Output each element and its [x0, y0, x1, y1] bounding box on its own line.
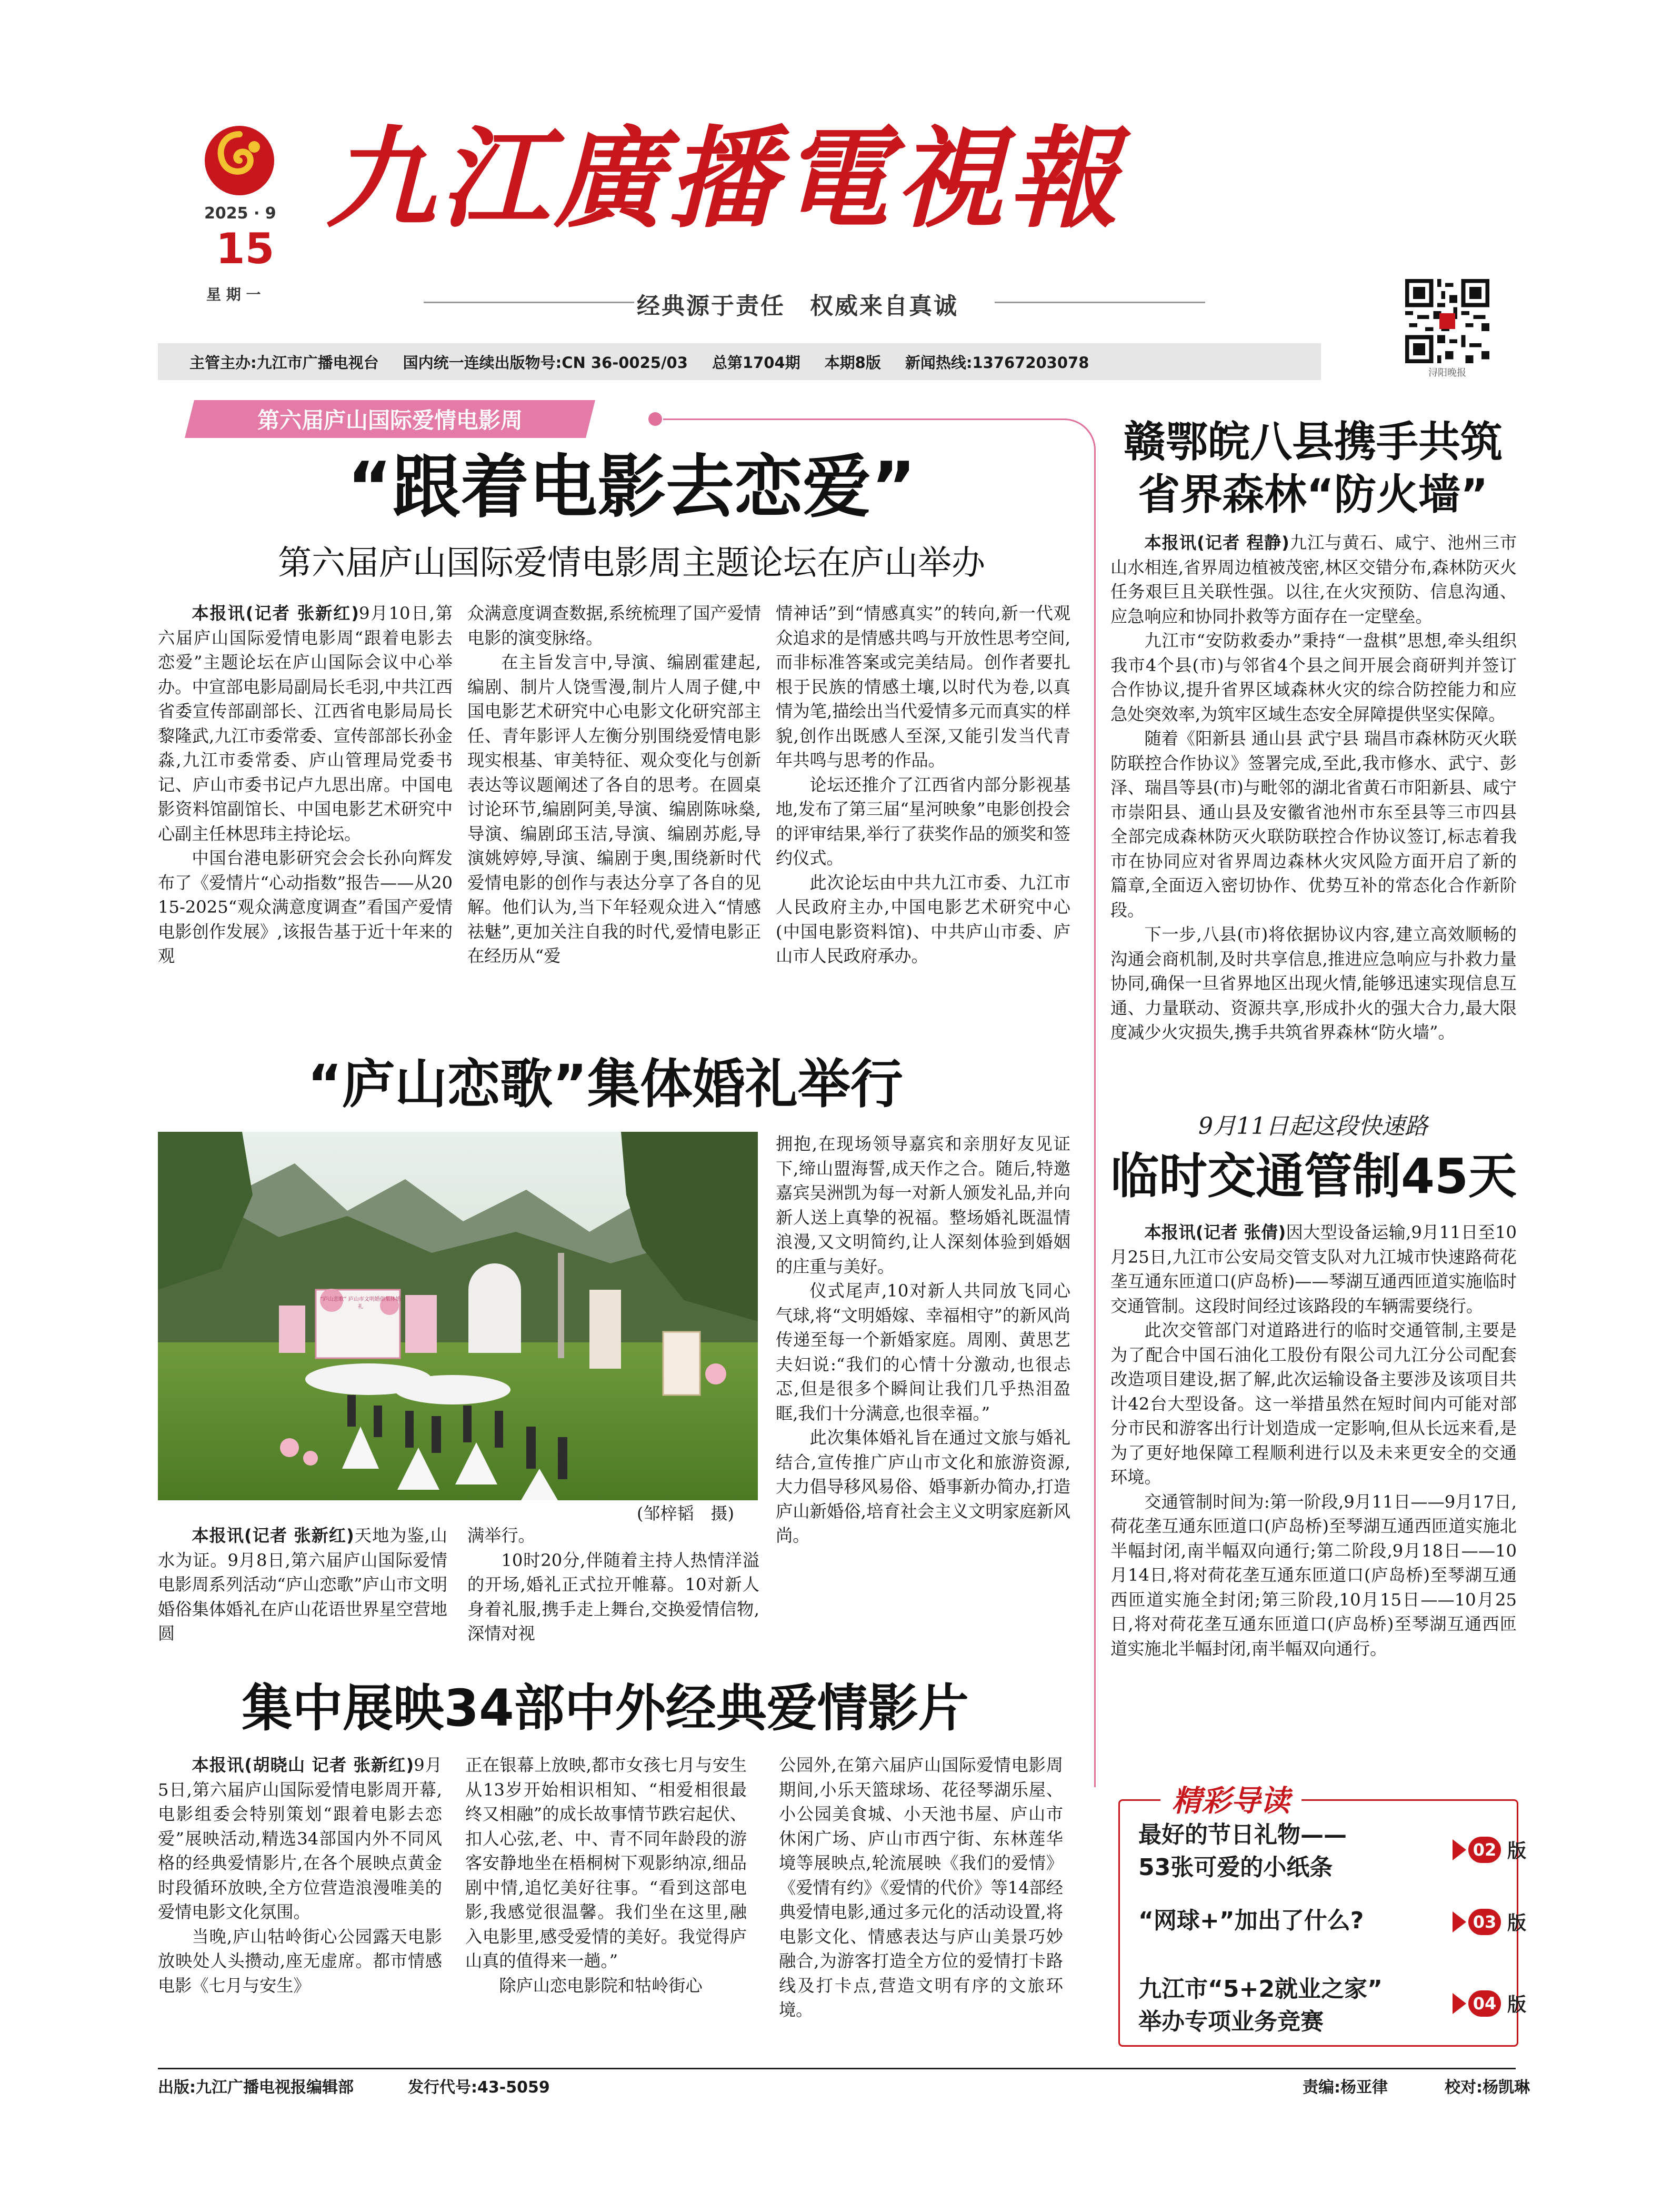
guide-item-1[interactable] [1138, 1819, 1507, 1884]
traffic-p0: 因大型设备运输,9月11日至10月25日,九江市公安局交管支队对九江城市快速路荷花垄互通东匝道口(庐岛桥)——琴湖互通西匝道实施临时交通管制。这段时间经过该路段的车辆需要绕行。 [1110, 1222, 1517, 1316]
info-pages: 本期8版 [824, 353, 881, 372]
classic-films-byline: 本报讯(胡晓山 记者 张新红) [192, 1755, 414, 1775]
forest-headline-2: 省界森林“防火墙” [1138, 470, 1488, 519]
classic-films-col1-p0: 9月5日,第六届庐山国际爱情电影周开幕,电影组委会特别策划“跟着电影去恋爱”展映活动,精选34部国内外不同风格的经典爱情影片,在各个展映点黄金时段循环放映,全方位营造浪漫唯美的爱情电影文化氛围。 [158, 1755, 442, 1922]
issue-year-month: 2025 · 9 [204, 204, 276, 223]
wedding-photo-credit: (邹梓韬 摄) [637, 1503, 734, 1523]
wedding-col3-p0: 拥抱,在现场领导嘉宾和亲朋好友见证下,缔山盟海誓,成天作之合。随后,特邀嘉宾吴洲凯为每一对新人颁发礼品,并向新人送上真挚的祝福。整场婚礼既温情浪漫,又文明简约,让人深刻体验到婚姻的庄重与美好。 [776, 1134, 1070, 1277]
wedding-col3-p1: 仪式尾声,10对新人共同放飞同心气球,将“文明婚嫁、幸福相守”的新风尚传递至每一个新婚家庭。周刚、黄思艺夫妇说:“我们的心情十分激动,也很忐忑,但是很多个瞬间让我们几乎热泪盈眶,我们十分满意,也很幸福。” [776, 1281, 1070, 1423]
guide-item-3[interactable] [1138, 1973, 1507, 2038]
forest-p3: 下一步,八县(市)将依据协议内容,建立高效顺畅的沟通会商机制,及时共享信息,推进应急响应与扑救力量协同,确保一旦省界地区出现火情,能够迅速实现信息互通、力量联动、资源共享,形成扑火的强大合力,最大限度减少火灾损失,携手共筑省界森林“防火墙”。 [1110, 924, 1517, 1042]
classic-films-col1-p1: 当晚,庐山牯岭街心公园露天电影放映处人头攒动,座无虚席。都市情感电影《七月与安生》 [158, 1926, 442, 1996]
guide-page-1[interactable] [1453, 1836, 1526, 1863]
guide-title: 精彩导读 [1160, 1785, 1301, 1818]
classic-films-col-3 [779, 1753, 1063, 2020]
film-week-col1-p1: 中国台港电影研究会会长孙向辉发布了《爱情片“心动指数”报告——从2015-2025“观众满意度调查”看国产爱情电影创作发展》,该报告基于近十年来的观 [158, 848, 453, 966]
forest-p1: 九江市“安防救委办”秉持“一盘棋”思想,牵头组织我市4个县(市)与邻省4个县之间开展会商研判并签订合作协议,提升省界区域森林火灾的综合防控能力和应急处突效率,为筑牢区域生态安全屏障提供坚实保障。 [1110, 631, 1517, 724]
film-week-col3-p1: 论坛还推介了江西省内部分影视基地,发布了第三届“星河映象”电影创投会的评审结果,举行了获奖作品的颁奖和签约仪式。 [776, 774, 1070, 868]
arrow-right-icon [1453, 1993, 1466, 2014]
forest-p2: 随着《阳新县 通山县 武宁县 瑞昌市森林防灭火联防联控合作协议》签署完成,至此,我市修水、武宁、彭泽、瑞昌等县(市)与毗邻的湖北省黄石市阳新县、咸宁市崇阳县、通山县及安徽省池州市东至县等三市四县全部完成森林防灭火联防联控合作协议签订,标志着我市在协同应对省界周边森林火灾风险方面开启了新的篇章,全面迈入密切协作、优势互补的常态化合作新阶段。 [1110, 729, 1517, 920]
traffic-p2: 交通管制时间为:第一阶段,9月11日——9月17日,荷花垄互通东匝道口(庐岛桥)至琴湖互通西匝道实施北半幅封闭,南半幅双向通行;第二阶段,9月18日——10月14日,将对荷花垄互通东匝道口(庐岛桥)至琴湖互通西匝道实施全封闭;第三阶段,10月15日——10月25日,将对荷花垄互通东匝道口(庐岛桥)至琴湖互通西匝道实施北半幅封闭,南半幅双向通行。 [1110, 1491, 1517, 1659]
slogan-rule-left [424, 302, 634, 303]
guide-item-3-line1: 九江市“5+2就业之家” [1138, 1976, 1383, 2002]
feature-frame-top [663, 419, 1063, 420]
classic-films-col-1 [158, 1753, 442, 2006]
film-week-col3-p2: 此次论坛由中共九江市委、九江市人民政府主办,中国电影艺术研究中心(中国电影资料馆)、中共庐山市委、庐山市人民政府承办。 [776, 872, 1070, 966]
feature-frame-dot [648, 412, 662, 426]
classic-films-headline: 集中展映34部中外经典爱情影片 [242, 1679, 969, 1738]
qr-code [1405, 279, 1489, 363]
traffic-byline: 本报讯(记者 张倩) [1144, 1222, 1286, 1242]
forest-headline-1: 赣鄂皖八县携手共筑 [1124, 417, 1503, 466]
traffic-headline: 临时交通管制45天 [1110, 1148, 1517, 1204]
film-week-col-2 [467, 601, 761, 1014]
traffic-p1: 此次交管部门对道路进行的临时交通管制,主要是为了配合中国石油化工股份有限公司九江分公司配套改造项目建设,据了解,此次运输设备主要涉及该项目共计42台大型设备。这一举措虽然在短时间内可能对部分市民和游客出行计划造成一定影响,但从长远来看,是为了更好地保障工程顺利进行以及未来更安全的交通环境。 [1110, 1320, 1517, 1487]
arrow-right-icon [1453, 1911, 1466, 1932]
guide-page-2[interactable] [1453, 1908, 1526, 1935]
footer-publisher: 出版:九江广播电视报编辑部 [158, 2078, 354, 2097]
film-week-col-3 [776, 601, 1070, 1014]
footer-proof: 校对:杨凯琳 [1445, 2078, 1530, 2097]
slogan: 经典源于责任 权威来自真诚 [637, 293, 958, 320]
wedding-headline: “庐山恋歌”集体婚礼举行 [307, 1053, 903, 1115]
info-cn: 国内统一连续出版物号:CN 36-0025/03 [403, 353, 688, 372]
film-week-col-1 [158, 601, 453, 1014]
info-hotline: 新闻热线:13767203078 [905, 353, 1089, 372]
info-sponsor: 主管主办:九江市广播电视台 [189, 353, 379, 372]
newspaper-title: 九江廣播電視報 [326, 115, 1122, 243]
guide-item-1-line1: 最好的节日礼物—— [1138, 1821, 1347, 1848]
film-week-headline: “跟着电影去恋爱” [347, 447, 916, 527]
info-issue: 总第1704期 [712, 353, 800, 372]
forest-body [1110, 531, 1517, 1107]
forest-byline: 本报讯(记者 程静) [1144, 533, 1289, 553]
page-number-badge: 02 [1468, 1837, 1501, 1863]
qr-caption: 浔阳晚报 [1428, 367, 1466, 378]
film-week-col2-p1: 在主旨发言中,导演、编剧霍建起,编剧、制片人饶雪漫,制片人周子健,中国电影艺术研究中心电影文化研究部主任、青年影评人左衡分别围绕爱情电影现实根基、审美特征、观众变化与创新表达等议题阐述了各自的思考。在圆桌讨论环节,编剧阿美,导演、编剧陈咏燊,导演、编剧邱玉洁,导演、编剧苏彪,导演姚婷婷,导演、编剧于奥,围绕新时代爱情电影的创作与表达分享了各自的见解。他们认为,当下年轻观众进入“情感祛魅”,更加关注自我的时代,爱情电影正在经历从“爱 [467, 652, 761, 966]
page-number-badge: 03 [1468, 1909, 1501, 1935]
wedding-col3-p2: 此次集体婚礼旨在通过文旅与婚礼结合,宣传推广庐山市文化和旅游资源,大力倡导移风易俗、婚事新办简办,打造庐山新婚俗,培育社会主义文明家庭新风尚。 [776, 1428, 1070, 1546]
film-week-col1-p0: 9月10日,第六届庐山国际爱情电影周“跟着电影去恋爱”主题论坛在庐山国际会议中心举办。中宣部电影局副局长毛羽,中共江西省委宣传部副部长、江西省电影局局长黎隆武,九江市委常委、宣传部部长孙金淼,九江市委常委、庐山管理局党委书记、庐山市委书记卢九思出席。中国电影资料馆副馆长、中国电影艺术研究中心副主任林思玮主持论坛。 [158, 603, 453, 844]
masthead-logo [203, 124, 276, 197]
classic-films-col2-p0: 正在银幕上放映,都市女孩七月与安生从13岁开始相识相知、“相爱相很最终又相融”的成长故事情节跌宕起伏、扣人心弦,老、中、青不同年龄段的游客安静地坐在梧桐树下观影纳凉,细品剧中情,追忆美好往事。“看到这部电影,我感觉很温馨。我们坐在这里,融入电影里,感受爱情的美好。我觉得庐山真的值得来一趟。” [465, 1755, 747, 1971]
wedding-photo-sign: “庐山恋歌” 庐山市文明婚俗集体婚礼 [320, 1297, 401, 1310]
wedding-col-3 [776, 1132, 1070, 1698]
page-number-badge: 04 [1468, 1990, 1501, 2017]
slogan-rule-right [995, 302, 1205, 303]
footer-rule [158, 2068, 1516, 2069]
traffic-body [1110, 1220, 1517, 1805]
traffic-kicker: 9月11日起这段快速路 [1198, 1113, 1428, 1140]
wedding-col-1 [158, 1523, 447, 1697]
film-week-byline: 本报讯(记者 张新红) [192, 603, 359, 623]
wedding-col2-p1: 10时20分,伴随着主持人热情洋溢的开场,婚礼正式拉开帷幕。10对新人身着礼服,携手走上舞台,交换爱情信物,深情对视 [467, 1550, 759, 1643]
wedding-col1-p0: 天地为鉴,山水为证。9月8日,第六届庐山国际爱情电影周系列活动“庐山恋歌”庐山市文明婚俗集体婚礼在庐山花语世界星空营地圆 [158, 1526, 447, 1643]
issue-day: 15 [216, 224, 275, 273]
classic-films-col3-p0: 公园外,在第六届庐山国际爱情电影周期间,小乐天篮球场、花径琴湖乐屋、小公园美食城、小天池书屋、庐山市休闲广场、庐山市西宁街、东林莲华境等展映点,轮流展映《我们的爱情》《爱情有约》《爱情的代价》等14部经典爱情电影,通过多元化的活动设置,将电影文化、情感表达与庐山美景巧妙融合,为游客打造全方位的爱情打卡路线及打卡点,营造文明有序的文旅环境。 [779, 1755, 1063, 2020]
footer-code: 发行代号:43-5059 [408, 2078, 550, 2097]
issue-weekday: 星 期 一 [206, 286, 261, 303]
page-suffix: 版 [1507, 1994, 1527, 2016]
forest-p0: 九江与黄石、咸宁、池州三市山水相连,省界周边植被茂密,林区交错分布,森林防灭火任务艰巨且关联性强。以往,在火灾预防、信息沟通、应急响应和协同扑救等方面存在一定壁垒。 [1110, 533, 1517, 626]
guide-item-1-line2: 53张可爱的小纸条 [1138, 1854, 1333, 1881]
film-week-kicker-text: 第六届庐山国际爱情电影周 [257, 407, 523, 433]
guide-page-3[interactable] [1453, 1990, 1526, 2017]
classic-films-col-2 [465, 1753, 747, 2006]
wedding-photo [158, 1132, 758, 1500]
guide-item-2[interactable] [1138, 1905, 1507, 1937]
wedding-byline: 本报讯(记者 张新红) [192, 1526, 354, 1546]
film-week-kicker [185, 400, 595, 438]
film-week-col2-p0: 众满意度调查数据,系统梳理了国产爱情电影的演变脉络。 [467, 603, 761, 648]
wedding-col2-p0: 满举行。 [467, 1526, 535, 1546]
film-week-subheadline: 第六届庐山国际爱情电影周主题论坛在庐山举办 [278, 544, 985, 583]
guide-item-2-line1: “网球+”加出了什么? [1138, 1907, 1364, 1934]
classic-films-col2-p1: 除庐山恋电影院和牯岭街心 [499, 1975, 703, 1996]
footer-editor: 责编:杨亚律 [1303, 2078, 1388, 2097]
page-suffix: 版 [1507, 1912, 1527, 1934]
film-week-col3-p0: 情神话”到“情感真实”的转向,新一代观众追求的是情感共鸣与开放性思考空间,而非标准答案或完美结局。创作者要扎根于民族的情感土壤,以时代为卷,以真情为笔,描绘出当代爱情多元而真实的样貌,创作出既感人至深,又能引发当代青年共鸣与思考的作品。 [776, 603, 1070, 770]
wedding-col-2 [467, 1523, 759, 1697]
guide-item-3-line2: 举办专项业务竞赛 [1138, 2008, 1324, 2035]
info-bar [158, 343, 1321, 380]
arrow-right-icon [1453, 1839, 1466, 1860]
page-suffix: 版 [1507, 1840, 1527, 1862]
